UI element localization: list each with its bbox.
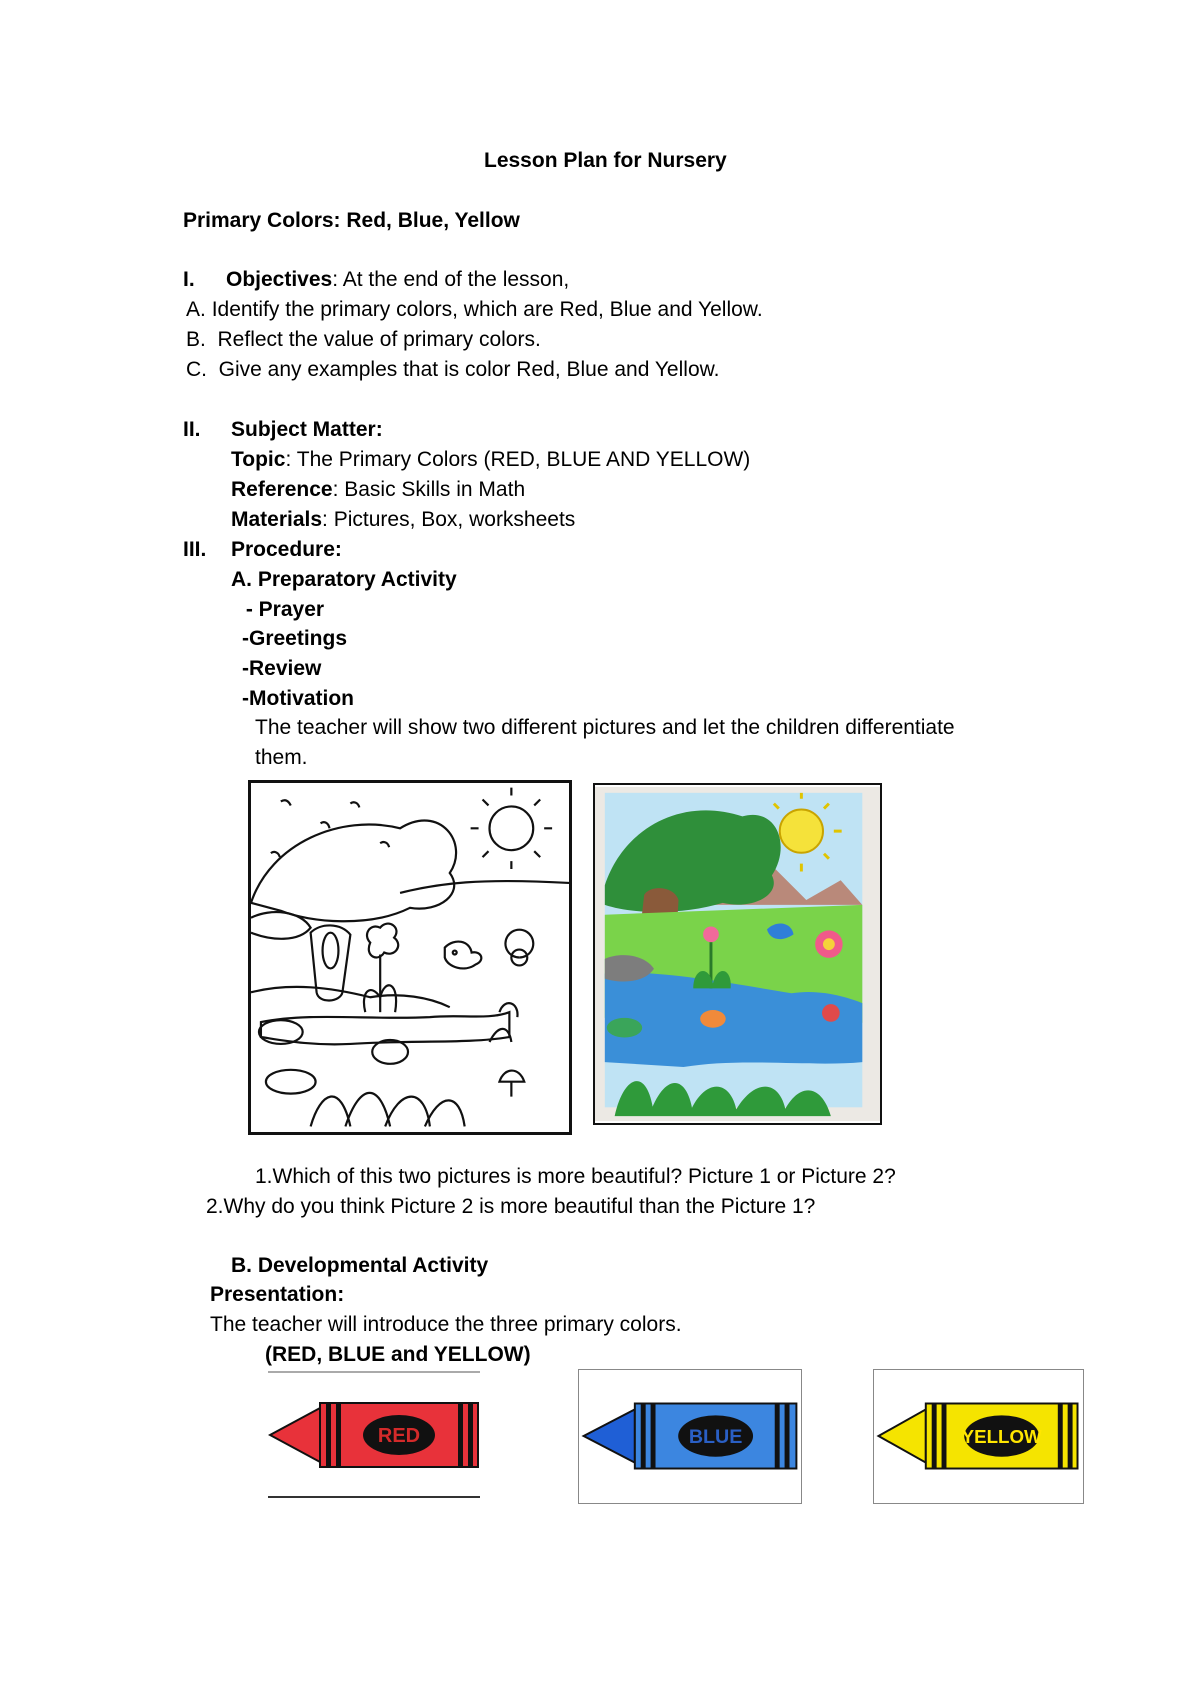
question-1: 1.Which of this two pictures is more beautiful? Picture 1 or Picture 2? — [255, 1165, 896, 1188]
topic-text: : The Primary Colors (RED, BLUE AND YELLOW) — [285, 448, 751, 471]
yellow-crayon-label: YELLOW — [961, 1425, 1042, 1447]
yellow-crayon-icon — [874, 1370, 1083, 1503]
procedure-numeral: III. — [183, 538, 207, 561]
objectives-intro: : At the end of the lesson, — [332, 268, 570, 291]
red-crayon-icon — [268, 1371, 480, 1498]
topic-label: Topic — [231, 448, 286, 471]
page-title: Lesson Plan for Nursery — [484, 149, 727, 172]
yellow-crayon — [873, 1369, 1084, 1504]
materials-label: Materials — [231, 508, 323, 531]
motivation-text-cont: them. — [255, 746, 308, 769]
motivation-text: The teacher will show two different pictures and let the children differentiate — [255, 716, 955, 739]
picture-2-colored — [593, 783, 882, 1125]
materials-text: : Pictures, Box, worksheets — [322, 508, 576, 531]
procedure-heading: Procedure: — [231, 538, 342, 561]
subject-numeral: II. — [183, 418, 201, 441]
preparatory-heading: A. Preparatory Activity — [231, 568, 457, 591]
primary-colors-list: (RED, BLUE and YELLOW) — [265, 1343, 531, 1366]
objective-item — [186, 359, 719, 380]
objective-item — [186, 329, 541, 350]
presentation-label: Presentation: — [210, 1283, 345, 1306]
red-crayon-label: RED — [377, 1425, 421, 1447]
objective-item — [186, 299, 763, 320]
objectives-numeral: I. — [183, 268, 195, 291]
developmental-heading: B. Developmental Activity — [231, 1254, 489, 1277]
blue-crayon — [578, 1369, 802, 1504]
blue-crayon-icon — [579, 1370, 801, 1503]
objective-letter: A. — [186, 298, 206, 321]
step-prayer: - Prayer — [240, 598, 325, 621]
step-greetings: -Greetings — [242, 627, 348, 650]
lesson-subtitle: Primary Colors: Red, Blue, Yellow — [183, 209, 520, 232]
blue-crayon-label: BLUE — [688, 1425, 743, 1448]
subject-heading: Subject Matter: — [231, 418, 383, 441]
reference-text: : Basic Skills in Math — [332, 478, 526, 501]
presentation-text: The teacher will introduce the three primary colors. — [210, 1313, 682, 1336]
topic-line — [231, 449, 750, 470]
reference-line — [231, 479, 525, 500]
objective-text: Give any examples that is color Red, Blue and Yellow. — [218, 358, 720, 381]
objective-letter: B. — [186, 328, 206, 351]
step-motivation: -Motivation — [242, 687, 354, 710]
objective-letter: C. — [186, 358, 207, 381]
colored-drawing-illustration — [595, 785, 880, 1123]
objective-text: Identify the primary colors, which are Red, Blue and Yellow. — [211, 298, 763, 321]
picture-1-uncolored — [248, 780, 572, 1135]
objective-text: Reflect the value of primary colors. — [217, 328, 541, 351]
question-2: 2.Why do you think Picture 2 is more beautiful than the Picture 1? — [206, 1195, 816, 1218]
reference-label: Reference — [231, 478, 333, 501]
red-crayon — [268, 1371, 480, 1498]
materials-line — [231, 509, 575, 530]
objectives-line — [226, 269, 569, 290]
coloring-page-illustration — [251, 783, 569, 1132]
step-review: -Review — [242, 657, 322, 680]
objectives-label: Objectives — [226, 268, 333, 291]
